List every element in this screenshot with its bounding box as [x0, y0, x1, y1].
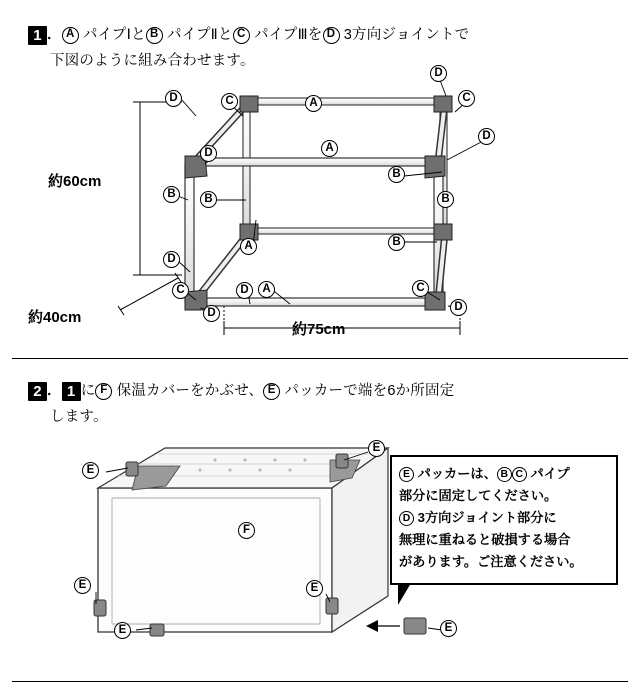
mark-e-icon: E: [399, 467, 414, 482]
step-1-text-5: 下図のように組み合わせます。: [50, 53, 255, 69]
step-1-text-2: パイプⅡと: [162, 27, 233, 43]
callout-d: D: [478, 128, 495, 145]
callout-c: C: [172, 282, 189, 299]
mark-f-icon: F: [95, 383, 112, 400]
note-line-1: [399, 463, 609, 485]
figure-frame-assembly: [0, 60, 640, 350]
step-1-text-4: 3方向ジョイントで: [339, 27, 470, 43]
callout-e: E: [74, 577, 91, 594]
mark-c-icon: C: [512, 467, 527, 482]
note-text-2: パイプ: [526, 466, 570, 481]
callout-b: B: [388, 166, 405, 183]
step-1-dot: ．: [47, 27, 62, 43]
step-1-number: 1: [28, 26, 47, 45]
callout-a: A: [321, 140, 338, 157]
callout-b: B: [163, 186, 180, 203]
callout-e: E: [114, 622, 131, 639]
note-text-3: 3方向ジョイント部分に: [414, 510, 557, 525]
callout-c: C: [412, 280, 429, 297]
callout-d: D: [236, 282, 253, 299]
callout-d: D: [163, 251, 180, 268]
bottom-divider: [12, 681, 628, 682]
warning-note-box: [390, 455, 618, 585]
step-2-line-1: [28, 378, 454, 404]
callout-c: C: [221, 93, 238, 110]
mark-b-icon: B: [146, 27, 163, 44]
step-2-text-3: パッカーで端を6か所固定: [280, 383, 455, 399]
callout-d: D: [200, 145, 217, 162]
dimension-depth-label: 約40cm: [28, 309, 82, 326]
dimension-width-label: 約75cm: [292, 321, 346, 338]
step-2-dot: ．: [47, 383, 62, 399]
step-1-text-3: パイプⅢを: [249, 27, 323, 43]
step-2-text-1: に: [80, 383, 96, 399]
callout-d: D: [203, 305, 220, 322]
callout-d: D: [165, 90, 182, 107]
step-2-number: 2: [28, 382, 47, 401]
callout-e: E: [82, 462, 99, 479]
note-box-tail: [398, 583, 411, 605]
step-2-ref-step1: 1: [62, 382, 81, 401]
callout-d: D: [430, 65, 447, 82]
mark-d-icon: D: [323, 27, 340, 44]
mark-e-icon: E: [263, 383, 280, 400]
mark-c-icon: C: [233, 27, 250, 44]
callout-e: E: [440, 620, 457, 637]
mark-b-icon: B: [497, 467, 512, 482]
note-line-5: があります。ご注意ください。: [399, 554, 583, 569]
dimension-height-label: 約60cm: [48, 173, 102, 190]
note-line-3: [399, 507, 609, 529]
callout-f: F: [238, 522, 255, 539]
callout-b: B: [388, 234, 405, 251]
callout-a: A: [258, 281, 275, 298]
callout-e: E: [368, 440, 385, 457]
note-text-1: パッカーは、: [414, 466, 497, 481]
callout-c: C: [458, 90, 475, 107]
note-line-2: 部分に固定してください。: [399, 488, 558, 503]
callout-b: B: [200, 191, 217, 208]
step-2-text-4: します。: [50, 409, 108, 425]
mark-a-icon: A: [62, 27, 79, 44]
step-2-text-2: 保温カバーをかぶせ、: [112, 383, 264, 399]
callout-a: A: [240, 238, 257, 255]
step-1-text-1: パイプⅠと: [78, 27, 146, 43]
section-divider: [12, 358, 628, 359]
note-line-4: 無理に重ねると破損する場合: [399, 532, 571, 547]
callout-e: E: [306, 580, 323, 597]
step-1-line-1: [28, 22, 469, 48]
callout-b: B: [437, 191, 454, 208]
callout-d: D: [450, 299, 467, 316]
mark-d-icon: D: [399, 511, 414, 526]
callout-a: A: [305, 95, 322, 112]
